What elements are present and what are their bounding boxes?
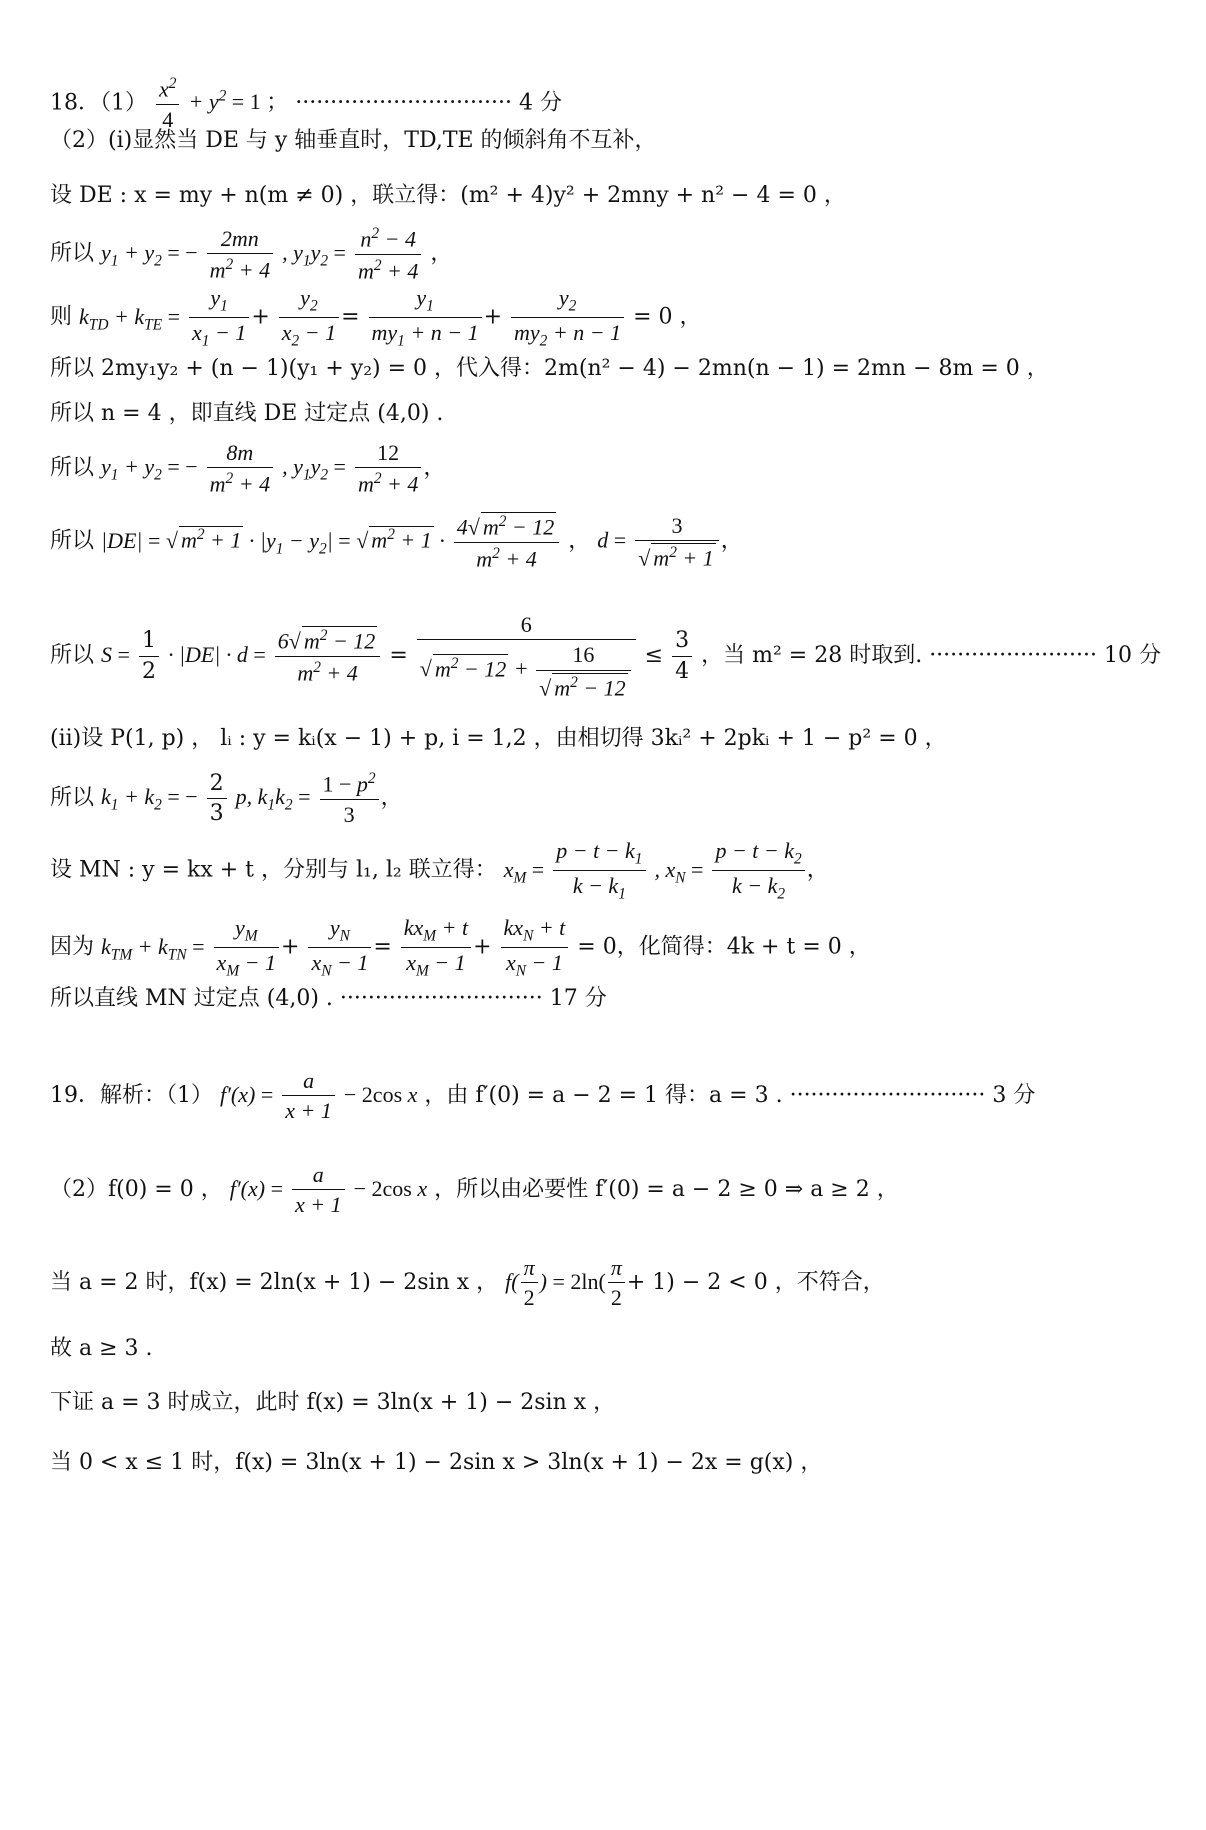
label-so: 所以: [50, 241, 95, 267]
p19-prove: 下证 a = 3 时成立，此时 f(x) = 3ln(x + 1) − 2sin x ，: [50, 1390, 616, 1415]
score-leader-dots: ·······························: [295, 90, 513, 116]
label-so: 所以: [50, 643, 95, 669]
label-because: 因为: [50, 934, 95, 960]
p18-so-line: 所以 2my₁y₂ + (n − 1)(y₁ + y₂) = 0 ，代入得：2m(n² − 4) − 2mn(n − 1) = 2mn − 8m = 0 ，: [50, 356, 1049, 381]
p19-when2-text: 当 a = 2 时，f(x) = 2ln(x + 1) − 2sin x ，: [50, 1269, 499, 1295]
p19-q2-line: （2）f(0) = 0 ， f′(x) = $\frac{a}{x + 1}$ − 2cos x ，所以由必要性 f′(0) = a − 2 ≥ 0 ⇒ a ≥ 2 ，: [50, 1162, 899, 1218]
p18-so-n4: 所以 n = 4 ，即直线 DE 过定点 (4,0) .: [50, 401, 444, 426]
simplify-note: ，化简得：4k + t = 0 ，: [616, 934, 871, 960]
label-so: 所以: [50, 785, 95, 811]
p18-ii-line: (ii)设 P(1, p) ， lᵢ : y = kᵢ(x − 1) + p, i = 1,2 ，由相切得 3kᵢ² + 2pkᵢ + 1 − p² = 0 ，: [50, 726, 947, 751]
label-set-mn: 设 MN : y = kx + t ，分别与 l₁, l₂ 联立得：: [50, 857, 497, 883]
label-so: 所以: [50, 455, 95, 481]
p18-final-text: 所以直线 MN 过定点 (4,0) .: [50, 986, 333, 1011]
p19-q2-label: （2）f(0) = 0 ，: [50, 1176, 223, 1202]
p19-q1-label: 19．解析：（1）: [50, 1082, 213, 1108]
vieta-sum-fraction: $\frac{2mn}{m^2 + 4}$: [207, 226, 273, 283]
label-so: 所以: [50, 528, 95, 554]
p19-when2-line: 当 a = 2 时，f(x) = 2ln(x + 1) − 2sin x ， f( $\frac{\pi}{2}$ ) = 2ln( $\frac{\pi}{2}$ + 1) − 2 < 0 ，不符合，: [50, 1255, 885, 1311]
p19-when2-tail: ，不符合，: [774, 1269, 885, 1295]
p18-q1-score: 4 分: [519, 90, 563, 116]
p19-score-3: 3 分: [992, 1082, 1036, 1108]
p18-area-line: 所以 S = $\frac{1}{2}$ · |DE| · d = $\frac{6√ m^2 - 12}{m^2 + 4}$ = 6 √ $m^2 - 12$ + $\frac{16}{√ m^2 - 12}$ ≤ $\frac{3}{4}$ ，当 m² = 28 时取到. ························ 10 分: [50, 612, 1162, 700]
p18-mn-line: 设 MN : y = kx + t ，分别与 l₁, l₂ 联立得： $x_M$ = $\frac{p - t - k_1}{k - k_1}$ , $x_N$ = $\frac{p - t - k_2}{k - k_2}$ ，: [50, 838, 829, 903]
ellipse-x-fraction: $\frac{x^2}{4}$: [156, 75, 179, 132]
p19-q1-text: ，由 f′(0) = a − 2 = 1 得：a = 3 .: [424, 1082, 783, 1108]
p19-hence: 故 a ≥ 3 .: [50, 1336, 153, 1361]
p19-q2-text: ，所以由必要性 f′(0) = a − 2 ≥ 0 ⇒ a ≥ 2 ，: [434, 1176, 899, 1202]
p18-because-line: 因为 $k_{TM} + k_{TN}$ = $\frac{y_M}{x_M - 1}$ + $\frac{y_N}{x_N - 1}$ = $\frac{kx_M + t}{x_M - 1}$ + $\frac{kx_N + t}{x_N - 1}$ = 0，化简得：4k + t = 0 ，: [50, 915, 871, 980]
p18-score-17: 17 分: [549, 986, 607, 1011]
p18-score-10: 10 分: [1104, 643, 1162, 669]
p18-de-length-line: 所以 |DE| = √ $m^2 + 1 \cdot |y_1 - y_2|$ = √ $m^2 + 1$ · $\frac{4√ m^2 - 12}{m^2 + 4}$ ， d = $\frac{3}{√ m^2 + 1}$ ，: [50, 512, 743, 571]
p18-q1-line: [50, 75, 562, 132]
p19-q1-line: 19．解析：（1） f′(x) = $\frac{a}{x + 1}$ − 2cos x ，由 f′(0) = a − 2 = 1 得：a = 3 . ···························· 3 分: [50, 1068, 1036, 1124]
label-then: 则: [50, 304, 73, 330]
p18-final-line: 所以直线 MN 过定点 (4,0) . ····························· 17 分: [50, 986, 607, 1011]
ellipse-rest: + $y^2 = 1$ ；: [188, 88, 289, 115]
p18-set-de: 设 DE : x = my + n(m ≠ 0) ，联立得：(m² + 4)y² + 2mny + n² − 4 = 0 ，: [50, 183, 846, 208]
p18-k-vieta-line: 所以 $k_1 + k_2$ = − $\frac{2}{3}$ p, $k_1k_2$ = $\frac{1 - p^2}{3}$ ，: [50, 770, 403, 827]
p18-slope-sum-line: 则 $k_{TD} + k_{TE}$ = $\frac{y_1}{x_1 - 1}$ + $\frac{y_2}{x_2 - 1}$ = $\frac{y_1}{my_1 + n - 1}$ + $\frac{y_2}{my_2 + n - 1}$ = 0 ，: [50, 285, 702, 350]
vieta-product-fraction: $\frac{n^2 - 4}{m^2 + 4}$: [355, 225, 421, 283]
p18-vieta2-line: 所以 $y_1 + y_2$ = − $\frac{8m}{m^2 + 4}$ , $y_1y_2$ = $\frac{12}{m^2 + 4}$ ，: [50, 440, 446, 497]
p18-q1-label: 18．（1）: [50, 90, 147, 116]
area-max-note: ，当 m² = 28 时取到.: [701, 643, 923, 669]
p18-vieta-line: 所以 $y_1 + y_2$ = − $\frac{2mn}{m^2 + 4}$ , $y_1y_2$ = $\frac{n^2 - 4}{m^2 + 4}$ ，: [50, 225, 453, 283]
p19-last: 当 0 < x ≤ 1 时，f(x) = 3ln(x + 1) − 2sin x > 3ln(x + 1) − 2x = g(x) ，: [50, 1450, 823, 1475]
p18-q2-intro: （2）(i)显然当 DE 与 y 轴垂直时，TD,TE 的倾斜角不互补，: [50, 128, 657, 153]
